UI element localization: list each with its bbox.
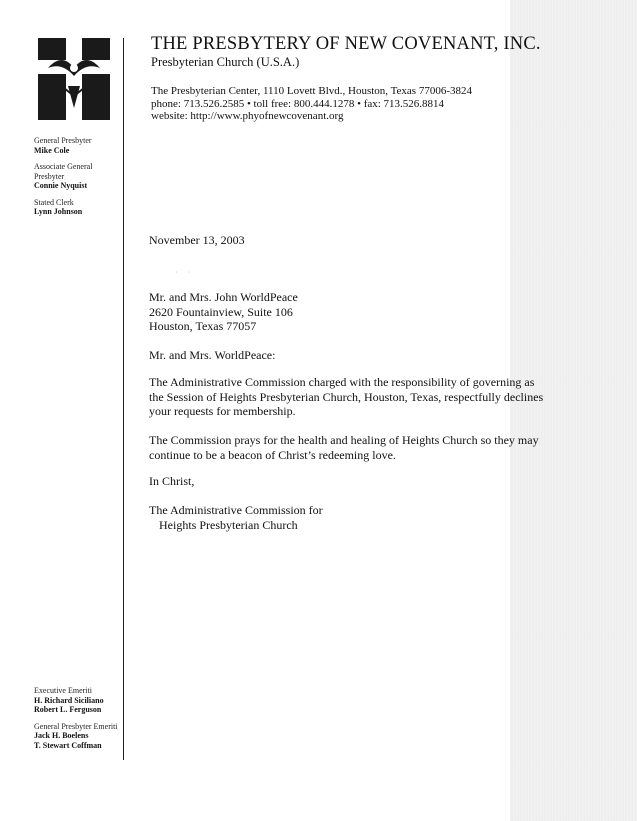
emeriti-name: Jack H. Boelens — [34, 731, 89, 740]
officer-name: Lynn Johnson — [34, 207, 83, 216]
emeriti-title: Executive Emeriti — [34, 686, 92, 695]
recipient-line: Houston, Texas 77057 — [149, 319, 257, 333]
signature-line: The Administrative Commission for — [149, 503, 323, 517]
recipient-line: Mr. and Mrs. John WorldPeace — [149, 290, 298, 304]
officer-title: Associate General Presbyter — [34, 162, 93, 181]
officer-group — [34, 162, 122, 191]
presbytery-logo-icon — [38, 38, 110, 120]
emeriti-group — [34, 686, 122, 715]
organization-name: THE PRESBYTERY OF NEW COVENANT, INC. — [151, 34, 541, 54]
recipient-line: 2620 Fountainview, Suite 106 — [149, 304, 293, 319]
sidebar-emeriti — [34, 686, 122, 757]
letter-date: November 13, 2003 — [149, 233, 245, 247]
scan-marks: · · — [175, 268, 195, 277]
emeriti-name: H. Richard Siciliano — [34, 695, 104, 705]
address-line: The Presbyterian Center, 1110 Lovett Blvd., Houston, Texas 77006-3824 — [151, 85, 472, 97]
paragraph-line: your requests for membership. — [149, 404, 296, 418]
organization-subtitle: Presbyterian Church (U.S.A.) — [151, 55, 300, 69]
officer-group — [34, 136, 122, 155]
contact-block — [151, 85, 472, 123]
phone-line: phone: 713.526.2585 • toll free: 800.444.1278 • fax: 713.526.8814 — [151, 97, 445, 110]
officer-name: Mike Cole — [34, 145, 70, 155]
emeriti-name: T. Stewart Coffman — [34, 740, 102, 750]
paragraph-line: the Session of Heights Presbyterian Church, Houston, Texas, respectfully declines — [149, 389, 544, 404]
paragraph-2 — [149, 433, 569, 462]
emeriti-group — [34, 722, 122, 751]
signature-block — [149, 503, 569, 532]
paragraph-line: The Administrative Commission charged with the responsibility of governing as — [149, 375, 535, 389]
officer-title: General Presbyter — [34, 136, 92, 145]
paragraph-line: continue to be a beacon of Christ’s redeeming love. — [149, 447, 396, 462]
officer-name: Connie Nyquist — [34, 181, 88, 190]
salutation: Mr. and Mrs. WorldPeace: — [149, 348, 276, 362]
emeriti-name: Robert L. Ferguson — [34, 705, 102, 714]
officer-group — [34, 198, 122, 217]
officer-title: Stated Clerk — [34, 197, 74, 207]
signature-line: Heights Presbyterian Church — [159, 517, 298, 532]
margin-rule — [123, 38, 124, 760]
sidebar-officers — [34, 136, 122, 224]
emeriti-title: General Presbyter Emeriti — [34, 721, 118, 731]
closing: In Christ, — [149, 474, 195, 488]
paragraph-1 — [149, 375, 569, 419]
paragraph-line: The Commission prays for the health and healing of Heights Church so they may — [149, 433, 539, 447]
recipient-address — [149, 290, 569, 334]
website-line: website: http://www.phyofnewcovenant.org — [151, 110, 344, 122]
